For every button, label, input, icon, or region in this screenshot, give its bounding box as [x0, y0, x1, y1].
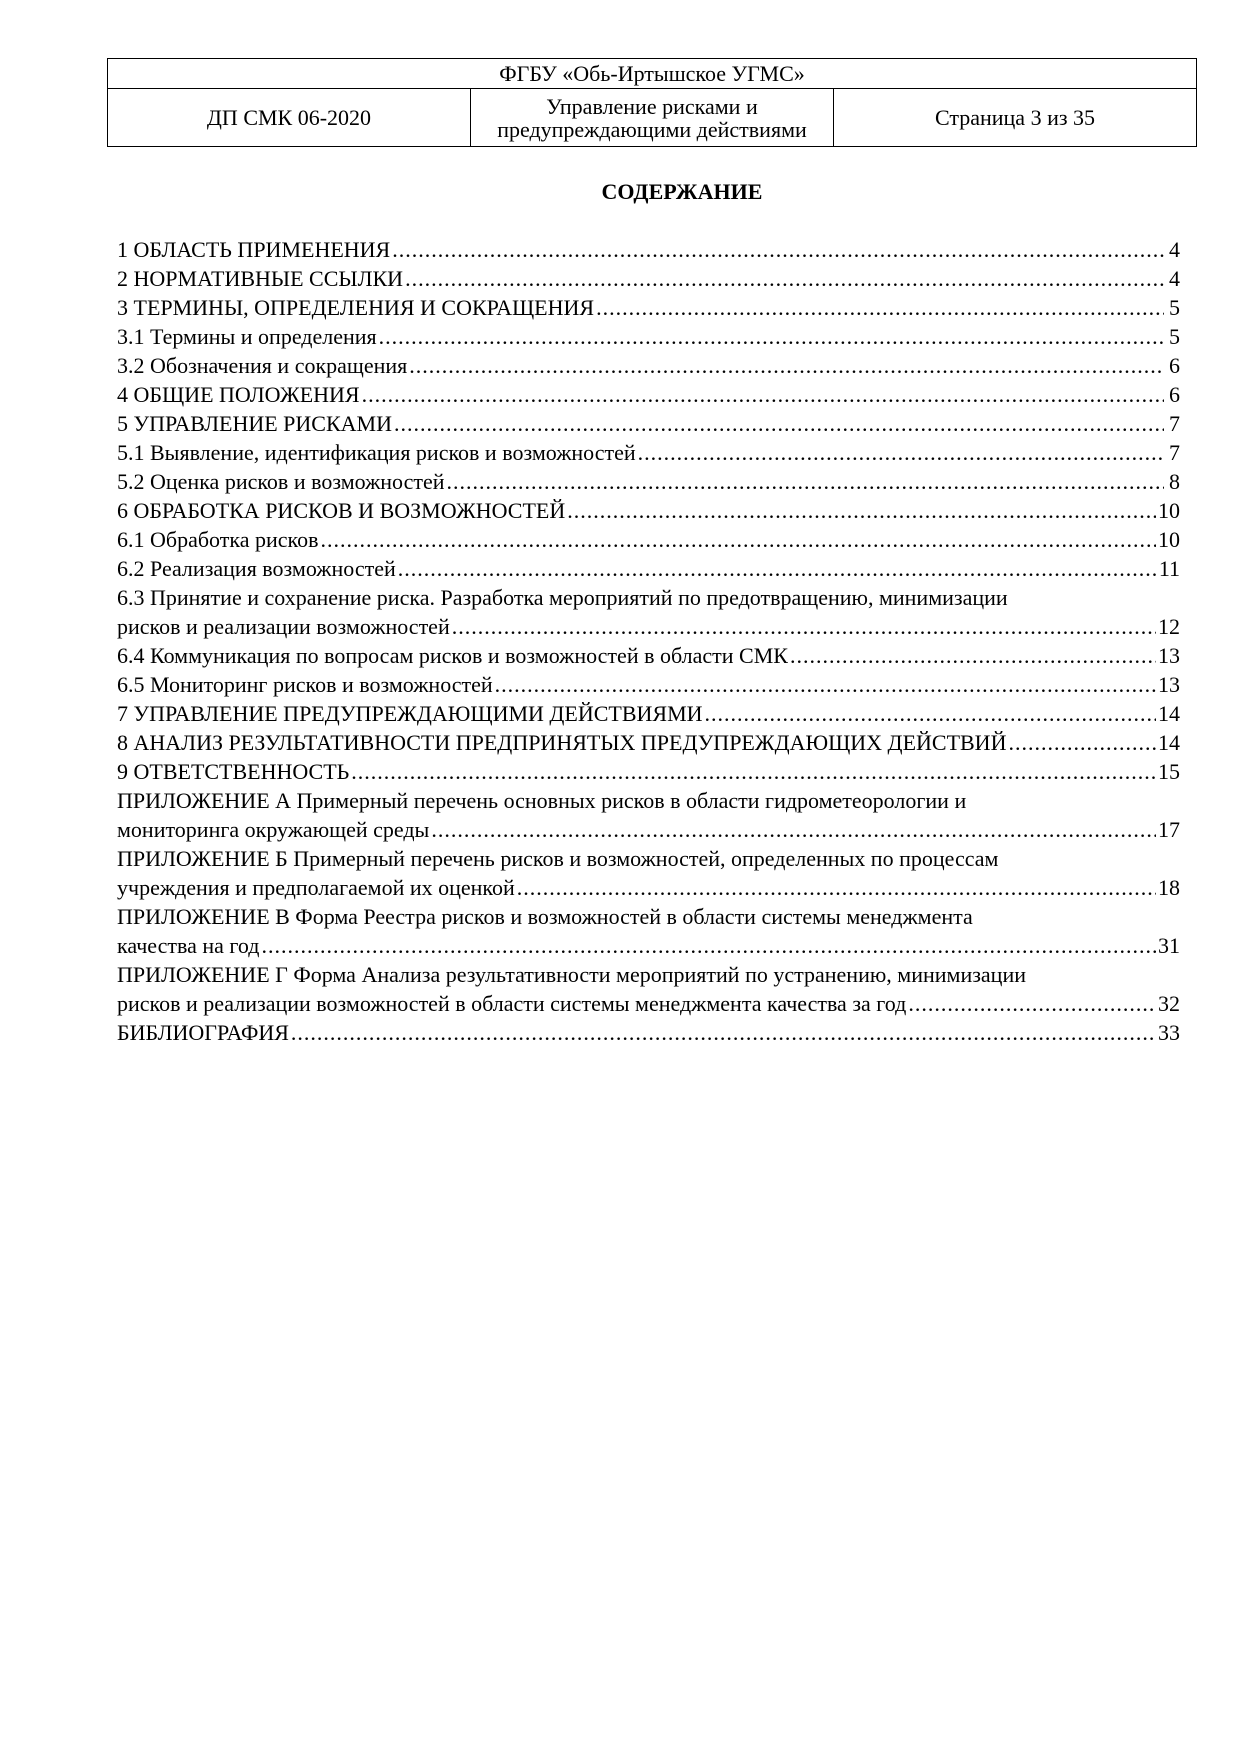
- toc-entry-line: [117, 757, 1180, 786]
- toc-entry[interactable]: [117, 641, 1180, 670]
- toc-leader-dots: [517, 873, 1156, 902]
- toc-entry-line: [117, 380, 1180, 409]
- toc-entry-text: качества на год: [117, 933, 260, 958]
- toc-entry[interactable]: [117, 844, 1180, 902]
- toc-entry[interactable]: [117, 525, 1180, 554]
- toc-page-number: 13: [1158, 672, 1180, 697]
- toc-entry-text-line1: ПРИЛОЖЕНИЕ А Примерный перечень основных рисков в области гидрометеорологии и: [117, 788, 967, 813]
- toc-entry-text: учреждения и предполагаемой их оценкой: [117, 875, 515, 900]
- toc-page-number: 33: [1158, 1020, 1180, 1045]
- toc-page-number: 7: [1169, 411, 1180, 436]
- toc-entry-line: [117, 699, 1180, 728]
- toc-entry[interactable]: [117, 554, 1180, 583]
- toc-entry-text: 2 НОРМАТИВНЫЕ ССЫЛКИ: [117, 266, 404, 291]
- toc-leader-dots: [392, 235, 1164, 264]
- toc-entry[interactable]: [117, 380, 1180, 409]
- toc-entry-text: 5.2 Оценка рисков и возможностей: [117, 469, 445, 494]
- toc-leader-dots: [596, 293, 1164, 322]
- toc-entry-line: [117, 467, 1180, 496]
- toc-entry-text: 6.5 Мониторинг рисков и возможностей: [117, 672, 493, 697]
- toc-entry[interactable]: [117, 583, 1180, 641]
- toc-page-number: 5: [1169, 295, 1180, 320]
- toc-entry-line: [117, 989, 1180, 1018]
- toc-entry-line: [117, 293, 1180, 322]
- toc-entry-line: [117, 554, 1180, 583]
- toc-leader-dots: [1008, 728, 1156, 757]
- toc-page-number: 14: [1158, 701, 1180, 726]
- toc-entry-text: БИБЛИОГРАФИЯ: [117, 1020, 289, 1045]
- toc-page-number: 12: [1158, 614, 1180, 639]
- toc-entry-text: 8 АНАЛИЗ РЕЗУЛЬТАТИВНОСТИ ПРЕДПРИНЯТЫХ ПРЕДУПРЕЖДАЮЩИХ ДЕЙСТВИЙ: [117, 730, 1007, 755]
- toc-entry[interactable]: [117, 409, 1180, 438]
- toc-entry-text: 9 ОТВЕТСТВЕННОСТЬ: [117, 759, 350, 784]
- toc-entry-line: [117, 525, 1180, 554]
- toc-entry-text: 3.1 Термины и определения: [117, 324, 377, 349]
- toc-leader-dots: [452, 612, 1156, 641]
- toc-entry[interactable]: [117, 757, 1180, 786]
- toc-page-number: 8: [1169, 469, 1180, 494]
- toc-entry-line: [117, 264, 1180, 293]
- toc-entry[interactable]: [117, 902, 1180, 960]
- toc-leader-dots: [261, 931, 1156, 960]
- toc-page-number: 15: [1158, 759, 1180, 784]
- toc-page-number: 11: [1158, 556, 1180, 581]
- toc-entry-line: [117, 670, 1180, 699]
- toc-entry-line: [117, 235, 1180, 264]
- toc-entry-text: рисков и реализации возможностей в области системы менеджмента качества за год: [117, 991, 907, 1016]
- toc-page-number: 13: [1158, 643, 1180, 668]
- toc-entry[interactable]: [117, 322, 1180, 351]
- toc-entry[interactable]: [117, 786, 1180, 844]
- toc-entry[interactable]: [117, 351, 1180, 380]
- toc-entry-line: [117, 1018, 1180, 1047]
- toc-entry-line: [117, 641, 1180, 670]
- toc-entry-line: [117, 873, 1180, 902]
- toc-page-number: 32: [1158, 991, 1180, 1016]
- toc-page-number: 31: [1158, 933, 1180, 958]
- toc-leader-dots: [405, 264, 1164, 293]
- toc-page-number: 10: [1158, 527, 1180, 552]
- toc-entry-text: 6.4 Коммуникация по вопросам рисков и возможностей в области СМК: [117, 643, 788, 668]
- toc-entry[interactable]: [117, 1018, 1180, 1047]
- toc-leader-dots: [351, 757, 1156, 786]
- toc-leader-dots: [447, 467, 1164, 496]
- toc-leader-dots: [394, 409, 1164, 438]
- toc-leader-dots: [362, 380, 1164, 409]
- toc-entry-line: [117, 612, 1180, 641]
- toc-entry-text: 3.2 Обозначения и сокращения: [117, 353, 408, 378]
- toc-entry-text: 6.1 Обработка рисков: [117, 527, 319, 552]
- toc-entry[interactable]: [117, 496, 1180, 525]
- toc-leader-dots: [379, 322, 1164, 351]
- toc-page-number: 17: [1158, 817, 1180, 842]
- toc-entry[interactable]: [117, 293, 1180, 322]
- toc-page-number: 10: [1158, 498, 1180, 523]
- toc-entry[interactable]: [117, 670, 1180, 699]
- toc-entry-line: [117, 409, 1180, 438]
- toc-leader-dots: [495, 670, 1156, 699]
- toc-page-number: 14: [1158, 730, 1180, 755]
- toc-entry-text: 5.1 Выявление, идентификация рисков и возможностей: [117, 440, 636, 465]
- toc-entry[interactable]: [117, 235, 1180, 264]
- toc-entry[interactable]: [117, 960, 1180, 1018]
- toc-leader-dots: [409, 351, 1164, 380]
- toc-entry-line: [117, 496, 1180, 525]
- toc-entry-line: [117, 351, 1180, 380]
- toc-page-number: 18: [1158, 875, 1180, 900]
- toc-page-number: 7: [1169, 440, 1180, 465]
- toc-leader-dots: [398, 554, 1157, 583]
- toc-leader-dots: [790, 641, 1156, 670]
- toc-entry[interactable]: [117, 728, 1180, 757]
- toc-leader-dots: [638, 438, 1164, 467]
- toc-page-number: 6: [1169, 353, 1180, 378]
- toc-entry-text-line1: ПРИЛОЖЕНИЕ Б Примерный перечень рисков и возможностей, определенных по процессам: [117, 846, 999, 871]
- page-info: Страница 3 из 35: [834, 89, 1197, 147]
- toc-entry[interactable]: [117, 438, 1180, 467]
- toc-entry-text: 7 УПРАВЛЕНИЕ ПРЕДУПРЕЖДАЮЩИМИ ДЕЙСТВИЯМИ: [117, 701, 703, 726]
- toc-entry-text: мониторинга окружающей среды: [117, 817, 430, 842]
- toc-entry-text: 1 ОБЛАСТЬ ПРИМЕНЕНИЯ: [117, 237, 391, 262]
- toc-entry-text: 3 ТЕРМИНЫ, ОПРЕДЕЛЕНИЯ И СОКРАЩЕНИЯ: [117, 295, 595, 320]
- toc-leader-dots: [908, 989, 1156, 1018]
- toc-page-number: 4: [1169, 266, 1180, 291]
- toc-entry-line: [117, 931, 1180, 960]
- toc-entry-line: [117, 322, 1180, 351]
- document-code: ДП СМК 06-2020: [108, 89, 471, 147]
- toc-entry-text: рисков и реализации возможностей: [117, 614, 450, 639]
- toc-entry-text-line1: ПРИЛОЖЕНИЕ Г Форма Анализа результативности мероприятий по устранению, минимизации: [117, 962, 1026, 987]
- toc-entry-text-line1: 6.3 Принятие и сохранение риска. Разработка мероприятий по предотвращению, минимизации: [117, 585, 1008, 610]
- toc-entry-text-line1: ПРИЛОЖЕНИЕ В Форма Реестра рисков и возможностей в области системы менеджмента: [117, 904, 973, 929]
- toc-entry-text: 6.2 Реализация возможностей: [117, 556, 396, 581]
- toc-page-number: 6: [1169, 382, 1180, 407]
- table-of-contents: [117, 235, 1180, 1047]
- toc-page-number: 4: [1169, 237, 1180, 262]
- toc-entry-text: 4 ОБЩИЕ ПОЛОЖЕНИЯ: [117, 382, 360, 407]
- toc-entry-text: 5 УПРАВЛЕНИЕ РИСКАМИ: [117, 411, 392, 436]
- toc-page-number: 5: [1169, 324, 1180, 349]
- toc-leader-dots: [431, 815, 1156, 844]
- toc-entry-line: [117, 728, 1180, 757]
- toc-entry-line: [117, 438, 1180, 467]
- toc-title: СОДЕРЖАНИЕ: [601, 179, 763, 204]
- toc-entry[interactable]: [117, 699, 1180, 728]
- toc-entry-text: 6 ОБРАБОТКА РИСКОВ И ВОЗМОЖНОСТЕЙ: [117, 498, 566, 523]
- toc-entry[interactable]: [117, 467, 1180, 496]
- toc-leader-dots: [320, 525, 1156, 554]
- organization-name: ФГБУ «Обь-Иртышское УГМС»: [108, 59, 1197, 89]
- document-header: [107, 58, 1197, 147]
- document-title: Управление рисками и предупреждающими действиями: [471, 89, 834, 147]
- toc-leader-dots: [705, 699, 1156, 728]
- toc-leader-dots: [567, 496, 1156, 525]
- toc-entry[interactable]: [117, 264, 1180, 293]
- toc-leader-dots: [291, 1018, 1156, 1047]
- toc-entry-line: [117, 815, 1180, 844]
